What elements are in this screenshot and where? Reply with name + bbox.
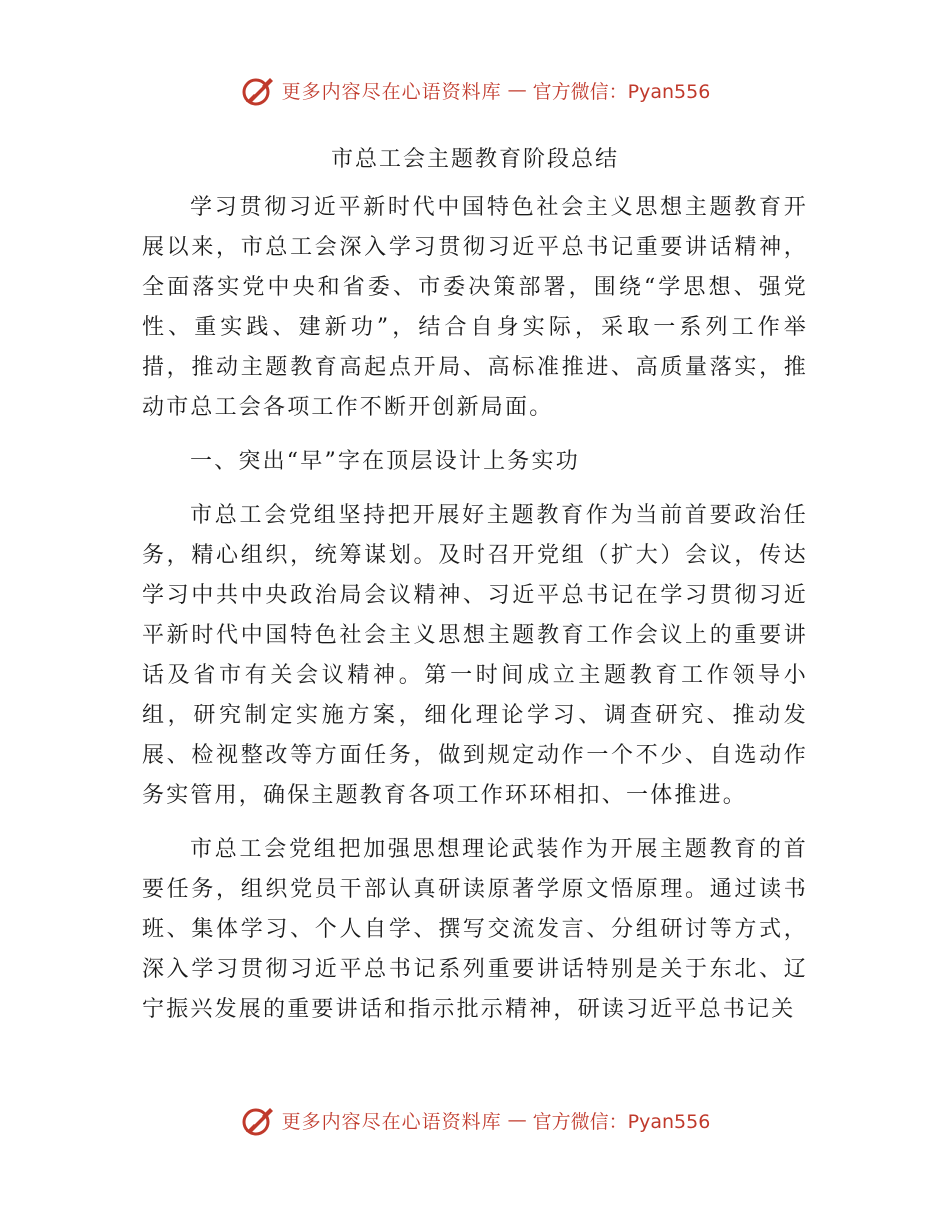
body-paragraph: 市总工会党组把加强思想理论武装作为开展主题教育的首要任务，组织党员干部认真研读原著学原文悟原理。通过读书班、集体学习、个人自学、撰写交流发言、分组研讨等方式，深入学习贯彻习近平总书记系列重要讲话特别是关于东北、辽宁振兴发展的重要讲话和指示批示精神，研读习近平总书记关 xyxy=(142,837,808,1022)
watermark-separator: — xyxy=(507,1109,527,1131)
quill-pen-logo-icon xyxy=(240,1102,276,1138)
watermark-separator: — xyxy=(507,79,527,101)
document-title: 市总工会主题教育阶段总结 xyxy=(330,147,619,172)
watermark-banner-bottom xyxy=(0,1098,950,1142)
watermark-brand: 更多内容尽在心语资料库 xyxy=(281,80,502,103)
watermark-banner-top xyxy=(0,68,950,112)
section-heading: 一、突出“早”字在顶层设计上务实功 xyxy=(190,449,580,474)
quill-pen-logo-icon xyxy=(240,72,276,108)
document-body xyxy=(142,140,808,1030)
watermark-contact: 官方微信：Pyan556 xyxy=(532,1110,711,1133)
watermark-brand: 更多内容尽在心语资料库 xyxy=(281,1110,502,1133)
watermark-contact: 官方微信：Pyan556 xyxy=(532,80,711,103)
intro-paragraph: 学习贯彻习近平新时代中国特色社会主义思想主题教育开展以来，市总工会深入学习贯彻习近平总书记重要讲话精神，全面落实党中央和省委、市委决策部署，围绕“学思想、强党性、重实践、建新功”，结合自身实际，采取一系列工作举措，推动主题教育高起点开局、高标准推进、高质量落实，推动市总工会各项工作不断开创新局面。 xyxy=(142,195,808,420)
body-paragraph: 市总工会党组坚持把开展好主题教育作为当前首要政治任务，精心组织，统筹谋划。及时召开党组（扩大）会议，传达学习中共中央政治局会议精神、习近平总书记在学习贯彻习近平新时代中国特色社会主义思想主题教育工作会议上的重要讲话及省市有关会议精神。第一时间成立主题教育工作领导小组，研究制定实施方案，细化理论学习、调查研究、推动发展、检视整改等方面任务，做到规定动作一个不少、自选动作务实管用，确保主题教育各项工作环环相扣、一体推进。 xyxy=(142,503,808,808)
